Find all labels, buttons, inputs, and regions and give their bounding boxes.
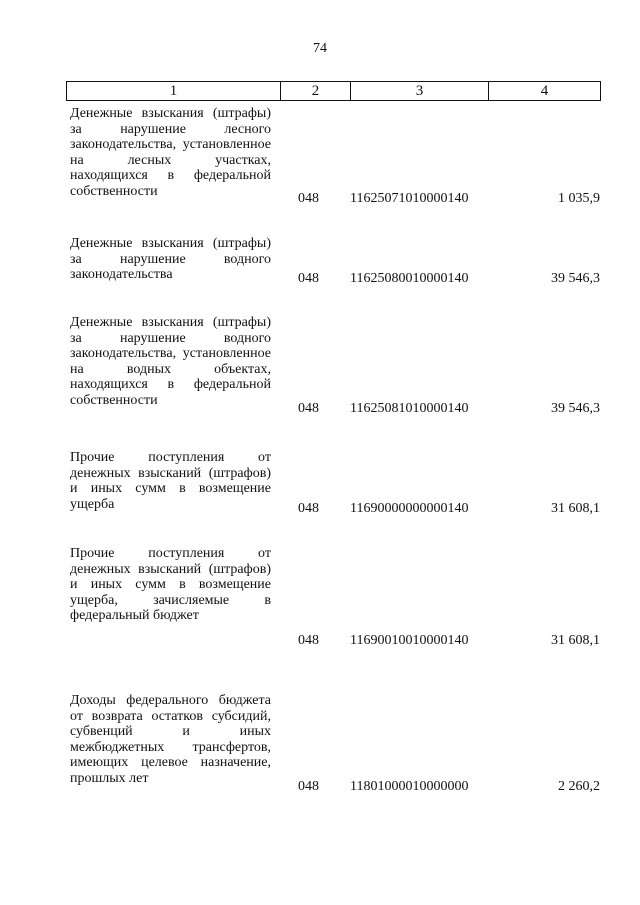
row-kbk: 11690000000000140 — [350, 501, 469, 516]
table-row — [70, 236, 600, 286]
row-amount: 1 035,9 — [558, 191, 600, 206]
row-kbk: 11801000010000000 — [350, 779, 469, 794]
row-admin-code: 048 — [298, 271, 319, 286]
header-col-4: 4 — [540, 83, 549, 99]
row-admin-code: 048 — [298, 191, 319, 206]
row-kbk: 11625080010000140 — [350, 271, 469, 286]
table-header — [66, 81, 601, 101]
row-description: Прочие поступления от денежных взысканий (штрафов) и иных сумм в возмещение ущерба, зачисляемые в федеральный бюджет — [70, 546, 271, 623]
row-description: Денежные взыскания (штрафы) за нарушение лесного законодательства, установленное на лесных участках, находящихся в федеральной собственности — [70, 106, 271, 199]
row-amount: 31 608,1 — [551, 501, 600, 516]
row-amount: 2 260,2 — [558, 779, 600, 794]
header-col-3: 3 — [351, 82, 489, 100]
row-kbk: 11690010010000140 — [350, 633, 469, 648]
row-kbk: 11625071010000140 — [350, 191, 469, 206]
row-description: Доходы федерального бюджета от возврата остатков субсидий, субвенций и иных межбюджетных трансфертов, имеющих целевое назначение, прошлых лет — [70, 693, 271, 786]
header-col-1: 1 — [67, 82, 281, 100]
table-row — [70, 450, 600, 516]
row-admin-code: 048 — [298, 779, 319, 794]
table-row — [70, 693, 600, 793]
row-admin-code: 048 — [298, 501, 319, 516]
table-row — [70, 315, 600, 415]
row-admin-code: 048 — [298, 401, 319, 416]
row-kbk: 11625081010000140 — [350, 401, 469, 416]
row-description: Прочие поступления от денежных взысканий (штрафов) и иных сумм в возмещение ущерба — [70, 450, 271, 512]
table-row — [70, 106, 600, 206]
page-number: 74 — [313, 41, 327, 56]
row-description: Денежные взыскания (штрафы) за нарушение водного законодательства — [70, 236, 271, 282]
row-amount: 39 546,3 — [551, 401, 600, 416]
row-amount: 31 608,1 — [551, 633, 600, 648]
row-amount: 39 546,3 — [551, 271, 600, 286]
row-admin-code: 048 — [298, 633, 319, 648]
table-row — [70, 546, 600, 646]
header-col-2: 2 — [281, 82, 351, 100]
row-description: Денежные взыскания (штрафы) за нарушение водного законодательства, установленное на водных объектах, находящихся в федеральной собственности — [70, 315, 271, 408]
